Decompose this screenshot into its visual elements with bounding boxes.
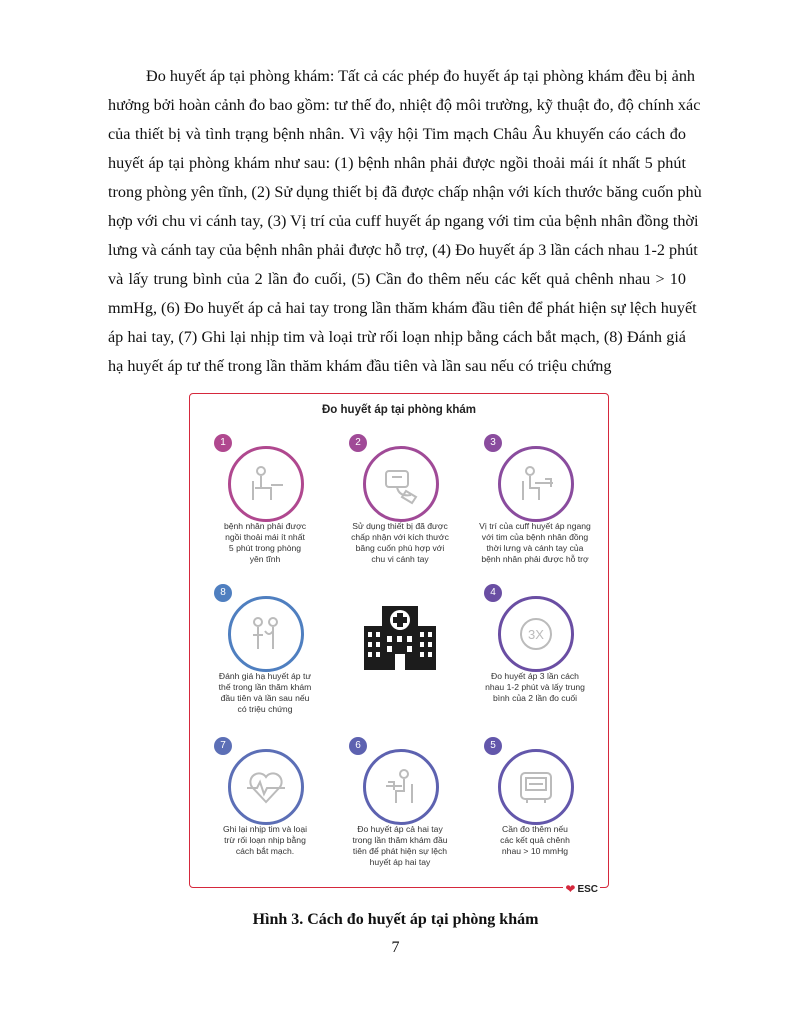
step-caption: Ghi lại nhịp tim và loại trừ rối loạn nhịp bằng cách bắt mạch. [222, 824, 308, 856]
seated-patient-icon [228, 446, 304, 522]
cuff-position-icon [498, 446, 574, 522]
step-caption: Đo huyết áp cả hai tay trong lần thăm khám đầu tiên để phát hiện sự lệch huyết áp hai tay [352, 824, 448, 867]
monitor-icon [498, 749, 574, 825]
esc-logo [563, 882, 600, 896]
body-line: lưng và cánh tay của bệnh nhân phải được hỗ trợ, (4) Đo huyết áp 3 lần cách nhau 1-2 phút [108, 241, 698, 259]
step-number: 5 [484, 737, 502, 755]
step-caption: bệnh nhân phải được ngồi thoải mái ít nhất 5 phút trong phòng yên tĩnh [223, 521, 307, 564]
step-caption: Đánh giá hạ huyết áp tư thế trong lần thăm khám đầu tiên và lần sau nếu có triệu chứng [218, 671, 312, 714]
body-line: Đo huyết áp tại phòng khám: Tất cả các phép đo huyết áp tại phòng khám đều bị ảnh [146, 67, 696, 85]
body-line: mmHg, (6) Đo huyết áp cả hai tay trong lần thăm khám đầu tiên để phát hiện sự lệch huyết [108, 299, 697, 317]
body-line: huyết áp tại phòng khám như sau: (1) bệnh nhân phải được ngồi thoải mái ít nhất 5 phút [108, 154, 686, 172]
body-line: hợp với chu vi cánh tay, (3) Vị trí của cuff huyết áp ngang với tim của bệnh nhân đồng thời [108, 212, 699, 230]
body-line: của thiết bị và tình trạng bệnh nhân. Vì vậy hội Tim mạch Châu Âu khuyến cáo cách đo [108, 125, 686, 143]
step-number: 6 [349, 737, 367, 755]
step-number: 4 [484, 584, 502, 602]
both-arms-icon [363, 749, 439, 825]
body-line: áp hai tay, (7) Ghi lại nhịp tim và loại trừ rối loạn nhịp bằng cách bắt mạch, (8) Đánh giá [108, 328, 686, 346]
step-caption: Đo huyết áp 3 lần cách nhau 1-2 phút và lấy trung bình của 2 lần đo cuối [485, 671, 585, 703]
step-number: 2 [349, 434, 367, 452]
bp-measurement-figure [189, 393, 609, 896]
heart-icon: ❤ [565, 882, 576, 896]
step-caption: Sử dụng thiết bị đã được chấp nhận với kích thước băng cuốn phù hợp với chu vi cánh tay [351, 521, 449, 564]
bp-device-icon [363, 446, 439, 522]
repeat-3x-icon [498, 596, 574, 672]
hospital-icon [362, 602, 438, 672]
body-line: và lấy trung bình của 2 lần đo cuối, (5) Cần đo thêm nếu các kết quả chênh nhau > 10 [108, 270, 686, 288]
body-line: hưởng bởi hoàn cảnh đo bao gồm: tư thế đo, nhiệt độ môi trường, kỹ thuật đo, độ chính xác [108, 96, 701, 114]
step-number: 1 [214, 434, 232, 452]
repeat-badge: 3X [528, 627, 544, 642]
figure-caption: Hình 3. Cách đo huyết áp tại phòng khám [252, 911, 539, 928]
step-number: 7 [214, 737, 232, 755]
esc-logo-text: ESC [577, 883, 598, 895]
doctor-exam-icon [228, 596, 304, 672]
step-number: 8 [214, 584, 232, 602]
step-number: 3 [484, 434, 502, 452]
body-line: hạ huyết áp tư thế trong lần thăm khám đầu tiên và lần sau nếu có triệu chứng [108, 357, 612, 375]
figure-title: Đo huyết áp tại phòng khám [322, 404, 476, 416]
step-caption: Cần đo thêm nếu các kết quả chênh nhau > 10 mmHg [500, 824, 570, 856]
heart-rate-icon [228, 749, 304, 825]
page-number: 7 [391, 939, 400, 956]
step-caption: Vị trí của cuff huyết áp ngang với tim của bệnh nhân đồng thời lưng và cánh tay của bệnh nhân phải được hỗ trợ [479, 521, 591, 564]
body-line: trong phòng yên tĩnh, (2) Sử dụng thiết bị đã được chấp nhận với kích thước băng cuốn phù [108, 183, 702, 201]
